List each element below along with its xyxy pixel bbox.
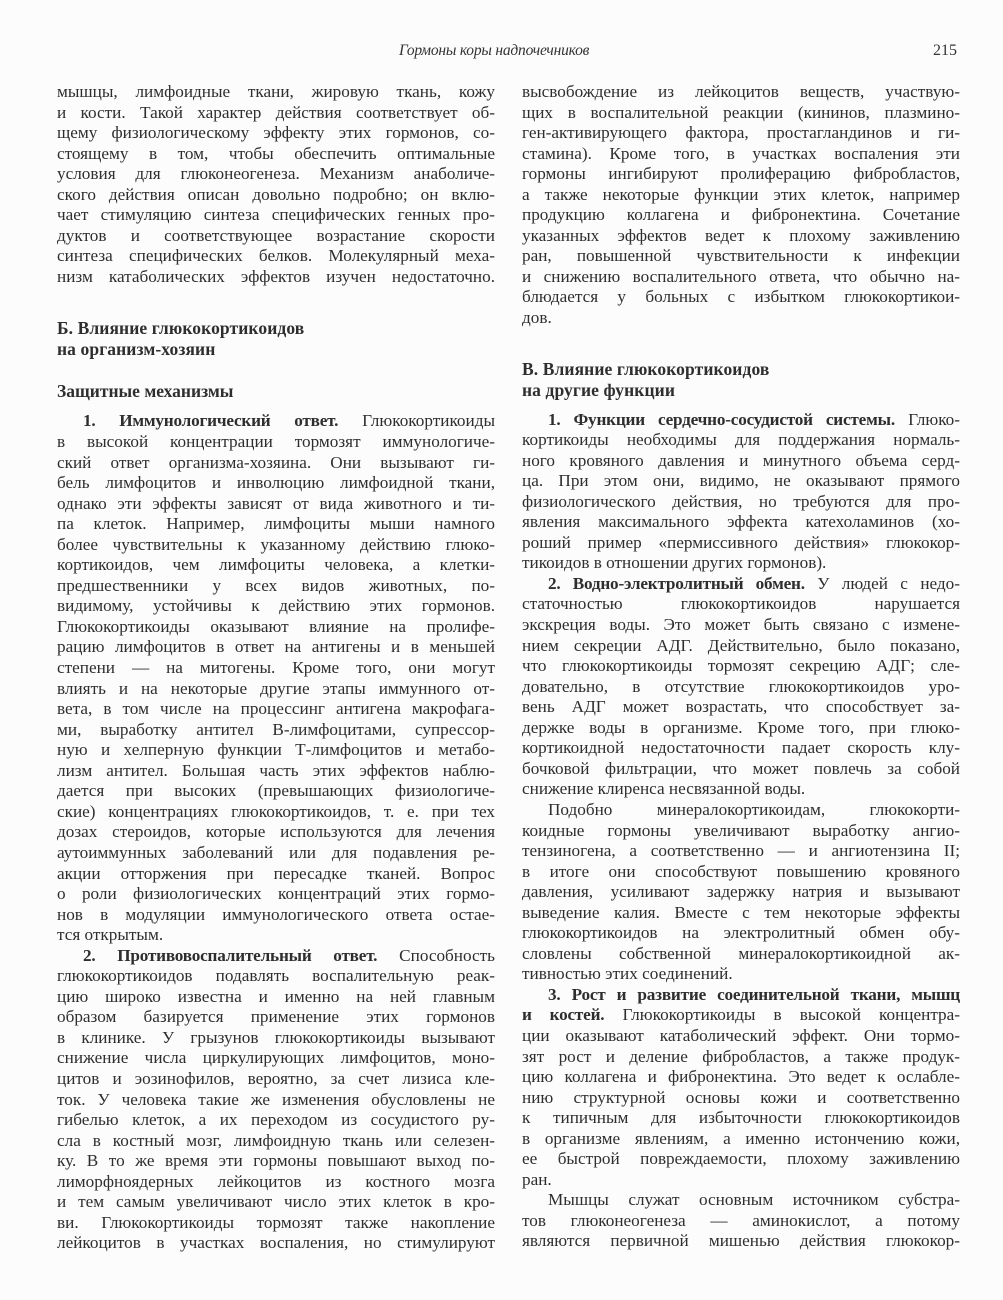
text-line: глюкокортикоидов на электролитный обмен обу-: [522, 923, 960, 943]
text-fragment: Глюко-: [894, 409, 960, 429]
text-line: тивностью этих соединений.: [522, 964, 733, 984]
text-line: снижение клиренса несвязанной воды.: [522, 779, 806, 799]
text-line: физиологического действия, но требуются для про-: [522, 491, 960, 511]
text-line: образом базируется применение этих гормонов: [57, 1007, 495, 1027]
text-line: дается при высоких (превышающих физиологиче-: [57, 781, 495, 801]
heading-line: на организм-хозяин: [57, 339, 216, 360]
text-line: кортикоидной недостаточности падает скорость клу-: [522, 738, 960, 758]
text-line: дозах стероидов, которые используются для лечения: [57, 822, 495, 842]
text-line: давления, усиливают задержку натрия и вызывают: [522, 882, 960, 902]
text-line: вень АДГ может возрастать, что способствует за-: [522, 697, 960, 717]
text-line: в высокой концентрации тормозят иммунологиче-: [57, 432, 495, 452]
text-line: в клинике. У грызунов глюкокортикоиды вызывают: [57, 1027, 495, 1047]
right-column: [522, 82, 960, 1252]
text-line: цию широко известна и именно на ней главным: [57, 986, 495, 1006]
text-line: стоящему в том, чтобы обеспечить оптимальные: [57, 143, 495, 163]
text-line: и снижению воспалительного ответа, что обычно на-: [522, 266, 960, 286]
text-line: нием секреции АДГ. Действительно, было показано,: [522, 635, 960, 655]
text-line: [522, 410, 960, 431]
text-line: условия для глюконеогенеза. Механизм анаболиче-: [57, 164, 495, 184]
text-line: Глюкокортикоиды оказывают влияние на пролифе-: [57, 616, 495, 636]
paragraph-immune-response: [57, 411, 495, 945]
paragraph-connective-tissue: [522, 985, 960, 1190]
text-line: нов в модуляции иммунологического ответа остае-: [57, 904, 495, 924]
text-line: держке воды в организме. Кроме того, при глюко-: [522, 717, 960, 737]
text-fragment: Способность: [377, 945, 496, 965]
item-title-cont: и костей.: [522, 1005, 605, 1025]
text-line: стамина). Кроме того, в участках воспаления эти: [522, 143, 960, 163]
left-column: [57, 82, 495, 1254]
text-line: дов.: [522, 308, 552, 328]
text-line: ран, повышенной чувствительности к инфекции: [522, 246, 960, 266]
text-line: рацию лимфоцитов в ответ на антигены и в меньшей: [57, 637, 495, 657]
item-title: 1. Иммунологический ответ.: [83, 411, 339, 431]
text-line: акции отторжения при пересадке тканей. Вопрос: [57, 863, 495, 883]
paragraph-anabolic: [57, 82, 495, 287]
text-line: тся открытым.: [57, 925, 164, 945]
text-line: ми, выработку антител В-лимфоцитами, супрессор-: [57, 719, 495, 739]
text-line: нию структурной основы кожи и соответственно: [522, 1087, 960, 1107]
section-b-heading: [57, 318, 495, 360]
heading-line: на другие функции: [522, 379, 676, 400]
text-line: лейкоцитов в участках воспаления, но стимулируют: [57, 1233, 495, 1253]
text-line: ви. Глюкокортикоиды тормозят также накопление: [57, 1212, 495, 1232]
text-line: в итоге они способствуют повышению кровяного: [522, 861, 960, 881]
text-line: [522, 985, 960, 1006]
text-line: бель лимфоцитов и инволюцию лимфоидной ткани,: [57, 473, 495, 493]
text-line: являются первичной мишенью действия глюкокор-: [522, 1231, 960, 1251]
text-line: [57, 946, 495, 967]
text-line: более чувствительны к указанному действию глюко-: [57, 534, 495, 554]
section-v-heading: [522, 359, 960, 401]
running-head: [0, 42, 1003, 66]
text-fragment: Глюкокортикоиды в высокой концентра-: [604, 1005, 960, 1025]
text-line: Подобно минералокортикоидам, глюкокорти-: [548, 799, 960, 819]
text-line: словлены собственной минералокортикоидной ак-: [522, 943, 960, 963]
text-line: видимому, устойчивы к действию этих гормонов.: [57, 596, 495, 616]
text-line: цию коллагена и фибронектина. Это ведет к ослабле-: [522, 1067, 960, 1087]
text-line: роший пример «пермиссивного действия» глюкокор-: [522, 532, 960, 552]
text-line: в организме явлениям, а именно истончению кожи,: [522, 1128, 960, 1148]
text-line: тензиногена, а соответственно — и ангиотензина II;: [522, 841, 960, 861]
text-line: явления максимального эффекта катехоламинов (хо-: [522, 512, 960, 532]
text-line: продукцию коллагена и фибронектина. Сочетание: [522, 205, 960, 225]
text-line: ную и хелперную функции Т-лимфоцитов и метабо-: [57, 740, 495, 760]
text-line: цитов и эозинофилов, вероятно, за счет лизиса кле-: [57, 1068, 495, 1088]
text-line: снижение числа циркулирующих лимфоцитов, моно-: [57, 1048, 495, 1068]
text-line: довательно, в отсутствие глюкокортикоидов уро-: [522, 676, 960, 696]
text-line: влиять и на некоторые другие этапы иммунного от-: [57, 678, 495, 698]
text-line: ее быстрой повреждаемости, плохому заживлению: [522, 1149, 960, 1169]
text-line: глюкокортикоидов подавлять воспалительную реак-: [57, 966, 495, 986]
subsection-heading: Защитные механизмы: [57, 381, 234, 402]
text-line: па клеток. Например, лимфоциты мыши намного: [57, 514, 495, 534]
heading-line: Б. Влияние глюкокортикоидов: [57, 318, 305, 339]
running-title: Гормоны коры надпочечников: [399, 42, 590, 59]
text-line: ток. У человека такие же изменения обусловлены не: [57, 1089, 495, 1109]
text-line: ген-активирующего фактора, простагландинов и ги-: [522, 123, 960, 143]
item-title: 2. Водно-электролитный обмен.: [548, 573, 805, 593]
text-line: щему физиологическому эффекту этих гормонов, со-: [57, 123, 495, 143]
text-line: высвобождение из лейкоцитов веществ, участвую-: [522, 82, 960, 101]
item-title: 1. Функции сердечно-сосудистой системы.: [548, 409, 895, 429]
text-line: тикоидов в отношении других гормонов).: [522, 553, 827, 573]
text-line: и тем самым увеличивают число этих клеток в кро-: [57, 1192, 495, 1212]
text-line: ку. В то же время эти гормоны повышают выход по-: [57, 1151, 495, 1171]
text-line: кортикоиды необходимы для поддержания нормаль-: [522, 430, 960, 450]
text-line: гибелью клеток, а их переходом из сосудистого ру-: [57, 1110, 495, 1130]
text-line: лизм антител. Большая часть этих эффектов наблю-: [57, 760, 495, 780]
paragraph-anti-inflammatory: [57, 946, 495, 1254]
text-line: сла в костный мозг, лимфоидную ткань или селезен-: [57, 1130, 495, 1150]
text-line: кортикоидов, чем лимфоциты человека, а клетки-: [57, 555, 495, 575]
text-line: блюдается у больных с избытком глюкокортикои-: [522, 287, 960, 307]
text-line: что глюкокортикоиды тормозят секрецию АДГ; сле-: [522, 656, 960, 676]
text-line: к типичным для избыточности глюкокортикоидов: [522, 1108, 960, 1128]
text-line: тов глюконеогенеза — аминокислот, а потому: [522, 1210, 960, 1230]
text-line: коидные гормоны увеличивают выработку ангио-: [522, 820, 960, 840]
text-line: ского действия описан довольно подробно; он вклю-: [57, 184, 495, 204]
text-line: Мышцы служат основным источником субстра-: [548, 1190, 960, 1210]
text-line: ного кровяного давления и минутного объема серд-: [522, 450, 960, 470]
page-number: 215: [933, 42, 957, 59]
text-line: мышцы, лимфоидные ткани, жировую ткань, кожу: [57, 82, 495, 101]
text-line: экскреция воды. Это может быть связано с измене-: [522, 615, 960, 635]
item-title: 3. Рост и развитие соединительной ткани, мышц: [548, 984, 960, 1004]
text-line: выведение калия. Вместе с тем некоторые эффекты: [522, 902, 960, 922]
text-line: и кости. Такой характер действия соответствует об-: [57, 102, 495, 122]
text-line: низм катаболических эффектов изучен недостаточно.: [57, 266, 495, 286]
text-line: ский ответ организма-хозяина. Они вызывают ги-: [57, 452, 495, 472]
text-line: синтеза специфических белков. Молекулярный меха-: [57, 246, 495, 266]
text-line: указанных эффектов ведет к плохому заживлению: [522, 225, 960, 245]
paragraph-mineralocorticoid: [522, 800, 960, 985]
text-line: ции оказывают катаболический эффект. Они тормо-: [522, 1025, 960, 1045]
text-line: ские) концентрациях глюкокортикоидов, т. е. при тех: [57, 801, 495, 821]
text-line: гормоны ингибируют пролиферацию фибробластов,: [522, 164, 960, 184]
item-title: 2. Противовоспалительный ответ.: [83, 945, 378, 965]
text-line: предшественники у всех видов животных, по-: [57, 575, 495, 595]
text-line: ран.: [522, 1169, 552, 1189]
text-line: однако эти эффекты зависят от вида животного и ти-: [57, 493, 495, 513]
text-line: степени — на митогены. Кроме того, они могут: [57, 658, 495, 678]
text-line: бочковой фильтрации, что может повлечь за собой: [522, 758, 960, 778]
text-line: дуктов и соответствующее возрастание скорости: [57, 225, 495, 245]
text-line: вета, в том числе на процессинг антигена макрофага-: [57, 699, 495, 719]
text-fragment: Глюкокортикоиды: [338, 411, 496, 431]
text-line: чает стимуляцию синтеза специфических генных про-: [57, 205, 495, 225]
text-line: [57, 411, 495, 432]
heading-line: В. Влияние глюкокортикоидов: [522, 358, 770, 379]
text-line: [522, 574, 960, 595]
paragraph-water-electrolyte: [522, 574, 960, 800]
text-line: статочностью глюкокортикоидов нарушается: [522, 594, 960, 614]
text-line: а также некоторые функции этих клеток, например: [522, 184, 960, 204]
text-line: [522, 1005, 960, 1026]
text-line: ца. При этом они, видимо, не оказывают прямого: [522, 471, 960, 491]
text-line: щих в воспалительной реакции (кининов, плазмино-: [522, 102, 960, 122]
paragraph-cardiovascular: [522, 410, 960, 574]
paragraph-muscles: [522, 1190, 960, 1252]
text-line: зят рост и деление фибробластов, а также продук-: [522, 1046, 960, 1066]
paragraph-continuation: [522, 82, 960, 329]
text-line: лиморфноядерных лейкоцитов из костного мозга: [57, 1171, 495, 1191]
text-line: о роли физиологических концентраций этих гормо-: [57, 884, 495, 904]
text-fragment: У людей с недо-: [804, 573, 960, 593]
text-line: аутоиммунных заболеваний или для подавления ре-: [57, 842, 495, 862]
